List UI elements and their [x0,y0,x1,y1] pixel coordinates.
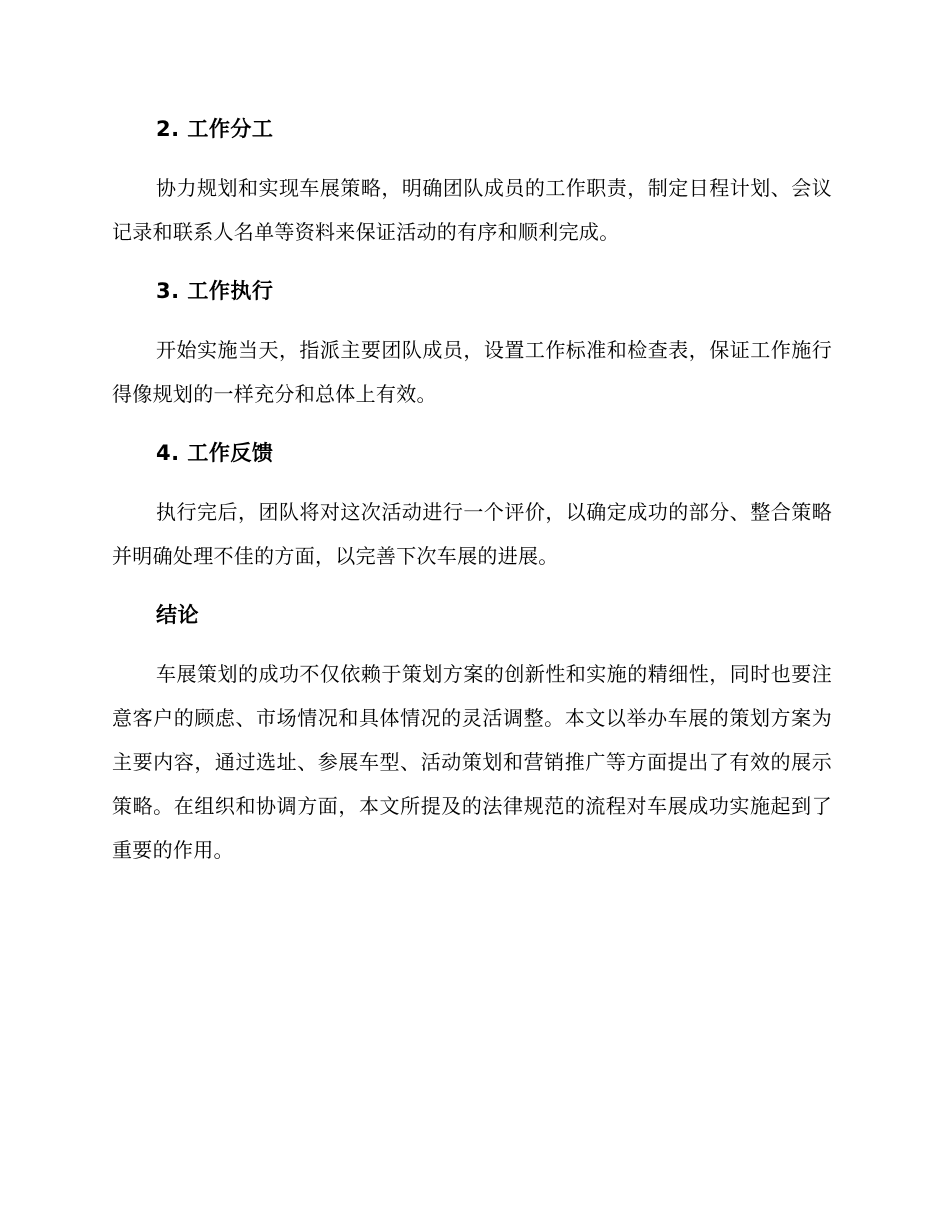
document-page [112,108,832,872]
section-paragraph-work-execution: 开始实施当天，指派主要团队成员，设置工作标准和检查表，保证工作施行得像规划的一样充分和总体上有效。 [112,338,832,406]
section-heading-work-execution: 3. 工作执行 [156,279,274,303]
section-heading-work-feedback: 4. 工作反馈 [156,441,274,465]
section-paragraph-work-feedback: 执行完后，团队将对这次活动进行一个评价，以确定成功的部分、整合策略并明确处理不佳的方面，以完善下次车展的进展。 [112,500,832,568]
section-paragraph-conclusion: 车展策划的成功不仅依赖于策划方案的创新性和实施的精细性，同时也要注意客户的顾虑、市场情况和具体情况的灵活调整。本文以举办车展的策划方案为主要内容，通过选址、参展车型、活动策划和营销推广等方面提出了有效的展示策略。在组织和协调方面，本文所提及的法律规范的流程对车展成功实施起到了重要的作用。 [112,662,832,862]
section-paragraph-work-division: 协力规划和实现车展策略，明确团队成员的工作职责，制定日程计划、会议记录和联系人名单等资料来保证活动的有序和顺利完成。 [112,176,832,244]
section-heading-work-division: 2. 工作分工 [156,117,274,141]
section-heading-conclusion: 结论 [156,603,199,627]
